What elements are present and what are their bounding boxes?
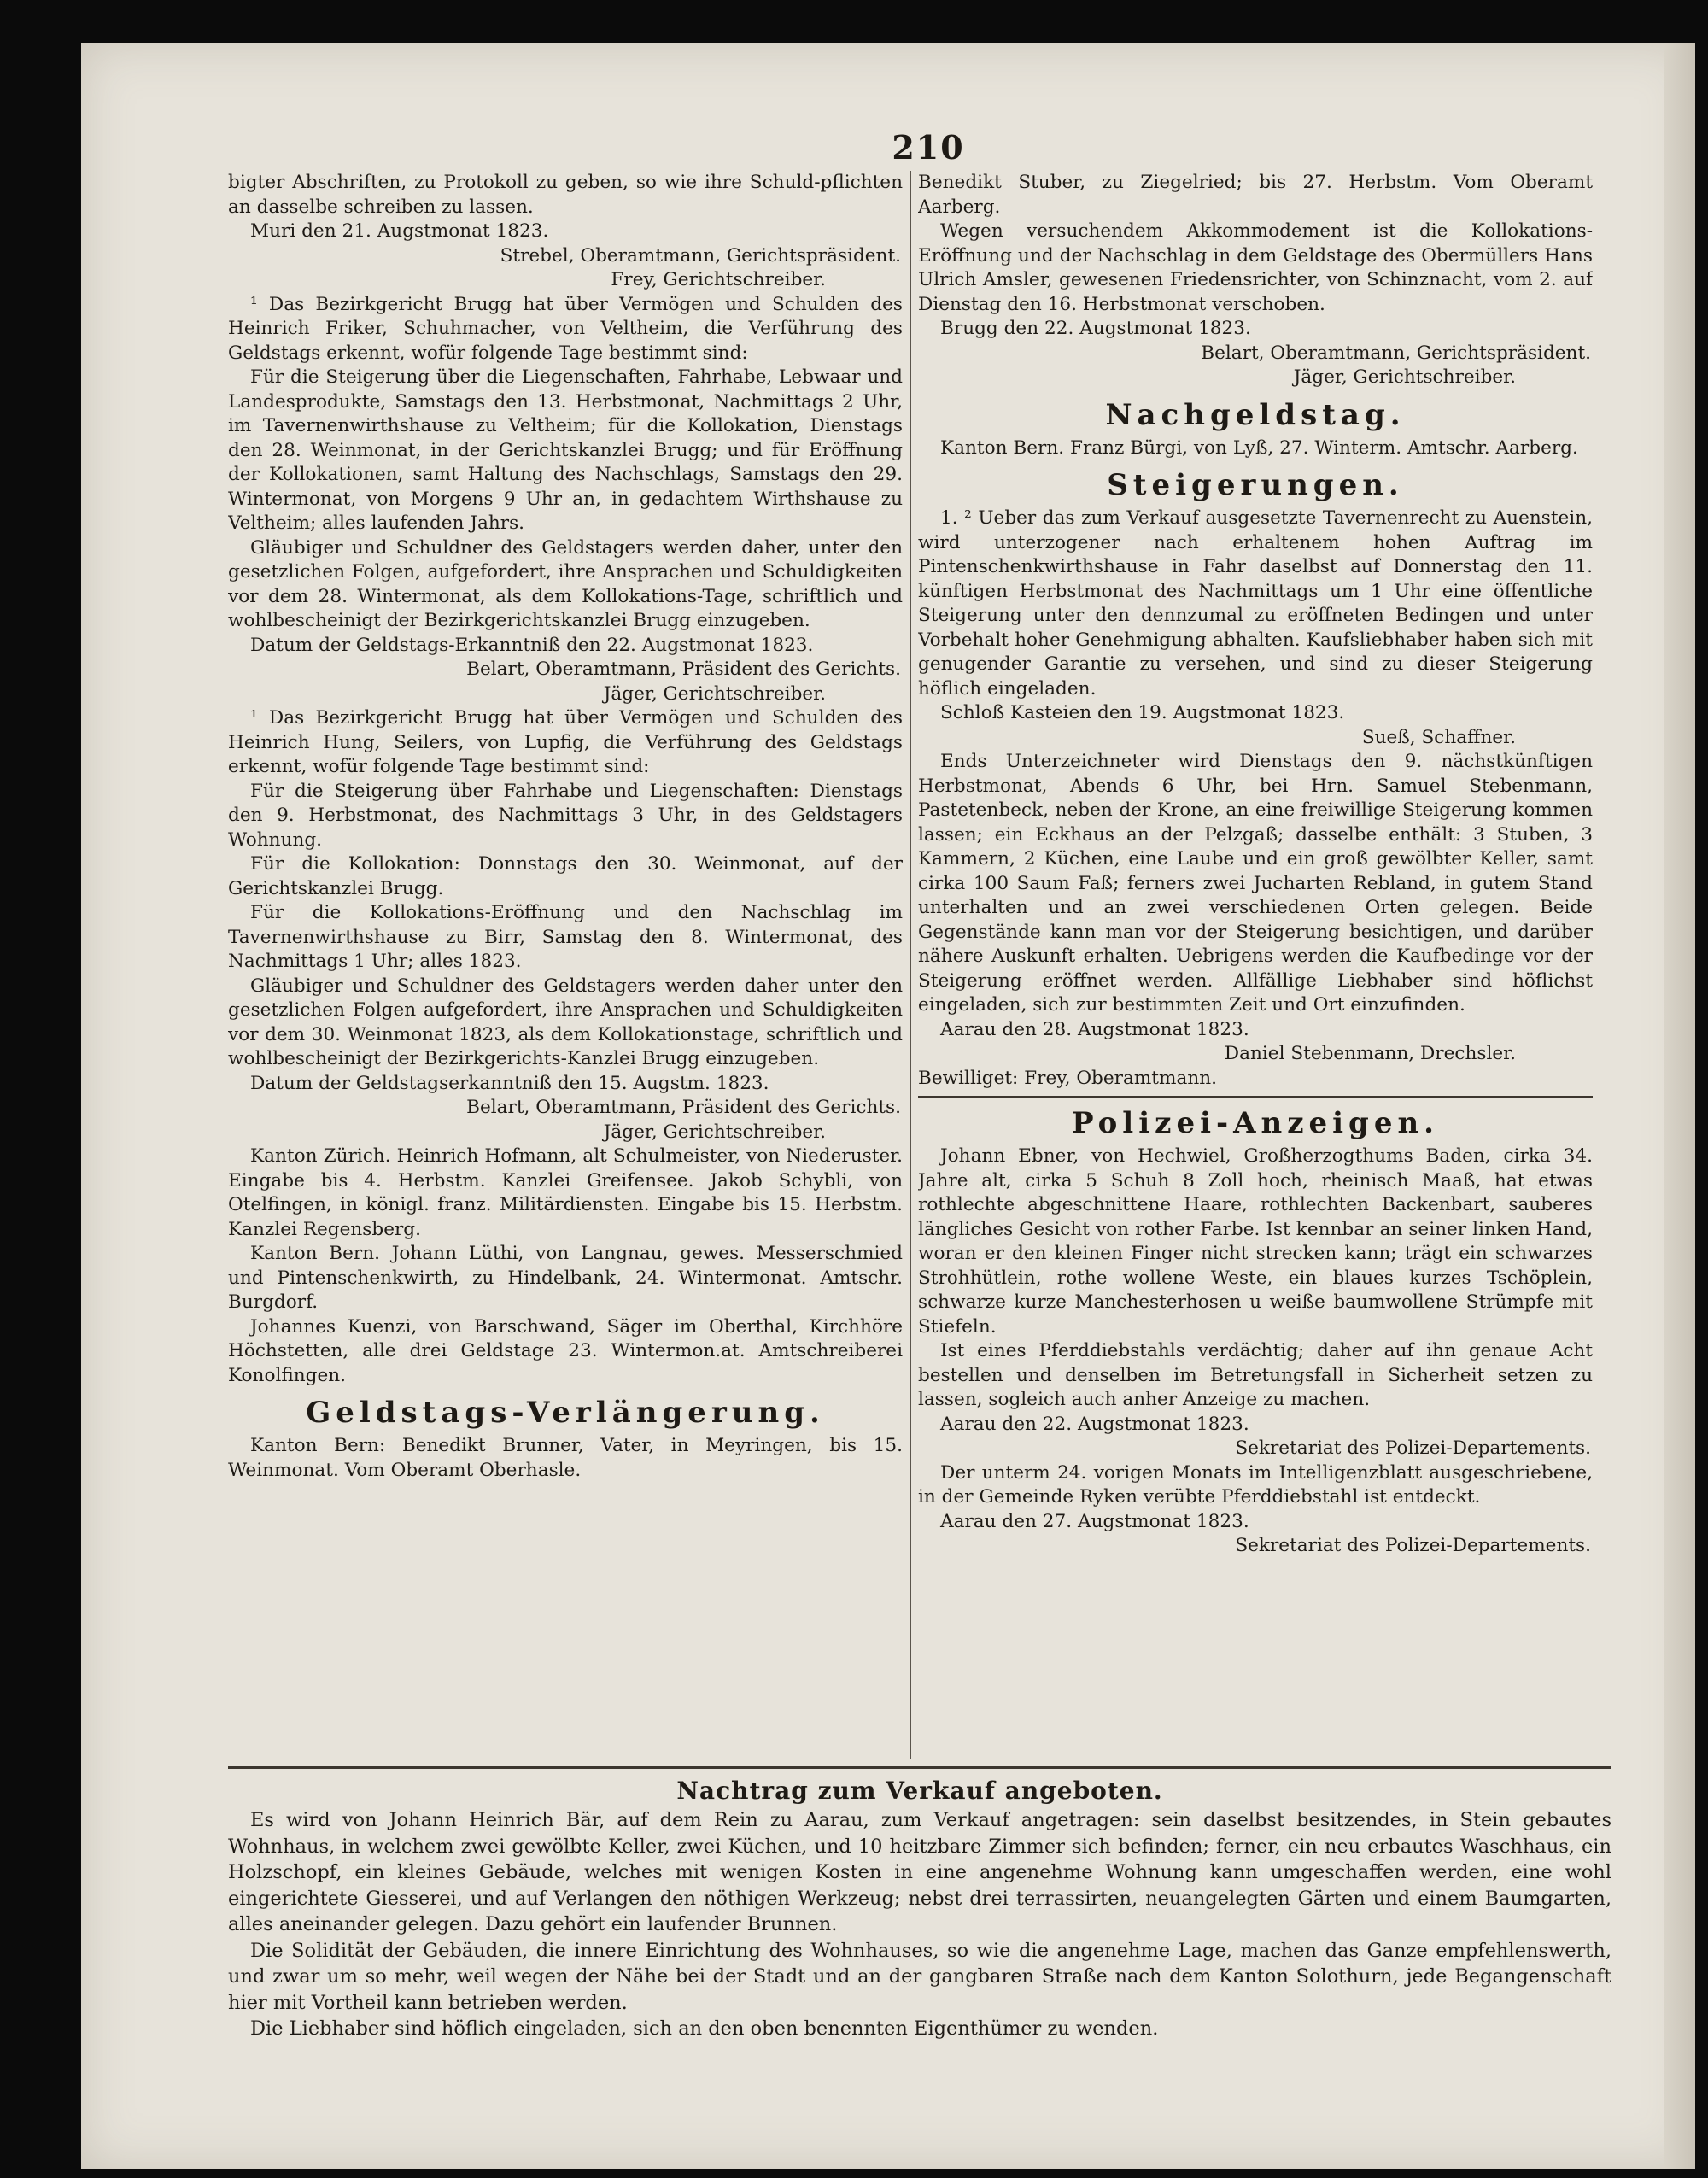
notice-paragraph: Kanton Bern: Benedikt Brunner, Vater, in Meyringen, bis 15. Weinmonat. Vom Oberamt Oberhasle.	[228, 1435, 903, 1481]
signature-line: Jäger, Gerichtschreiber.	[1293, 366, 1516, 388]
signature-line: Frey, Gerichtschreiber.	[611, 269, 826, 290]
notice-text: Bewilliget: Frey, Oberamtmann.	[918, 1067, 1218, 1089]
signature-line: Daniel Stebenmann, Drechsler.	[1224, 1043, 1516, 1064]
signature-line: Sekretariat des Polizei-Departements.	[1235, 1437, 1591, 1459]
section-divider	[228, 1766, 1611, 1769]
left-column	[228, 171, 903, 1751]
notice-paragraph: Kanton Bern. Franz Bürgi, von Lyß, 27. Winterm. Amtschr. Aarberg.	[940, 436, 1578, 459]
notice-paragraph: Kanton Zürich. Heinrich Hofmann, alt Schulmeister, von Niederuster. Eingabe bis 4. Herbstm. Kanzlei Greifensee. Jakob Schybli, von Otelfingen, in königl. franz. Militärdiensten. Eingabe bis 15. Herbstm. Kanzlei Regensberg.	[228, 1145, 903, 1240]
column-divider	[910, 171, 911, 1759]
signature-line: Belart, Oberamtmann, Präsident des Gerichts.	[466, 659, 901, 680]
notice-paragraph: Brugg den 22. Augstmonat 1823.	[940, 318, 1251, 339]
notice-paragraph: ¹ Das Bezirkgericht Brugg hat über Vermögen und Schulden des Heinrich Friker, Schuhmacher, von Veltheim, die Verführung des Geldstags erkennt, wofür folgende Tage bestimmt sind:	[228, 293, 903, 364]
signature-line: Sekretariat des Polizei-Departements.	[1235, 1535, 1591, 1556]
notice-paragraph: Für die Steigerung über Fahrhabe und Liegenschaften: Dienstags den 9. Herbstmonat, des Nachmittags 3 Uhr, in des Geldstagers Wohnung.	[228, 780, 903, 851]
notice-paragraph: Johann Ebner, von Hechwiel, Großherzogthums Baden, cirka 34. Jahre alt, cirka 5 Schuh 8 Zoll hoch, rheinisch Maaß, hat etwas rothlechte abgeschnittene Haare, rothlechten Backenbart, sauberes längliches Gesicht von rother Farbe. Ist kennbar an seiner linken Hand, woran er den kleinen Finger nicht strecken kann; trägt ein schwarzes Strohhütlein, rothe wollene Weste, ein blaues kurzes Tschöplein, schwarze kurze Manchesterhosen u weiße baumwollene Strümpfe mit Stiefeln.	[918, 1145, 1593, 1338]
section-heading: Nachgeldstag.	[1105, 397, 1406, 432]
notice-paragraph: Schloß Kasteien den 19. Augstmonat 1823.	[940, 702, 1345, 723]
signature-line: Strebel, Oberamtmann, Gerichtspräsident.	[500, 244, 901, 266]
page-binding-edge	[1664, 43, 1695, 2169]
notice-paragraph: Gläubiger und Schuldner des Geldstagers werden daher unter den gesetzlichen Folgen aufgefordert, ihre Ansprachen und Schuldigkeiten vor dem 30. Weinmonat 1823, als dem Kollokationstage, schriftlich und wohlbescheinigt der Bezirkgerichts-Kanzlei Brugg einzugeben.	[228, 975, 903, 1069]
section-heading: Steigerungen.	[1107, 468, 1404, 502]
notice-paragraph: Aarau den 27. Augstmonat 1823.	[940, 1510, 1249, 1532]
supplement-paragraph: Es wird von Johann Heinrich Bär, auf dem Rein zu Aarau, zum Verkauf angetragen: sein daselbst besitzendes, in Stein gebautes Wohnhaus, in welchem zwei gewölbte Keller, zwei Küchen, und 10 heitzbare Zimmer sich befinden; ferner, ein neu erbautes Waschhaus, ein Holzschopf, ein kleines Gebäude, welches mit wenigen Kosten in eine angenehme Wohnung kann umgeschaffen werden, eine wohl eingerichtete Giesserei, und auf Verlangen den nöthigen Werkzeug; nebst drei terrassirten, neuangelegten Gärten und einem Baumgarten, alles aneinander gelegen. Dazu gehört ein laufender Brunnen.	[228, 1809, 1611, 1935]
signature-line: Sueß, Schaffner.	[1361, 726, 1516, 748]
notice-paragraph: Der unterm 24. vorigen Monats im Intelligenzblatt ausgeschriebene, in der Gemeinde Ryken verübte Pferddiebstahl ist entdeckt.	[918, 1461, 1593, 1508]
notice-paragraph: Aarau den 22. Augstmonat 1823.	[940, 1413, 1249, 1435]
right-column	[918, 171, 1593, 1751]
notice-paragraph: ¹ Das Bezirkgericht Brugg hat über Vermögen und Schulden des Heinrich Hung, Seilers, von Lupfig, die Verführung des Geldstags erkennt, wofür folgende Tage bestimmt sind:	[228, 707, 903, 777]
signature-line: Belart, Oberamtmann, Präsident des Gerichts.	[466, 1097, 901, 1118]
signature-line: Jäger, Gerichtschreiber.	[603, 682, 826, 705]
notice-paragraph: Für die Steigerung über die Liegenschaften, Fahrhabe, Lebwaar und Landesprodukte, Samstags den 13. Herbstmonat, Nachmittags 2 Uhr, im Tavernenwirthshause zu Veltheim; für die Kollokation, Dienstags den 28. Weinmonat, in der Gerichtskanzlei Brugg; und für Eröffnung der Kollokationen, samt Haltung des Nachschlags, Samstags den 29. Wintermonat, von Morgens 9 Uhr an, in gedachtem Wirthshause zu Veltheim; alles laufenden Jahrs.	[228, 366, 903, 534]
signature-line: Belart, Oberamtmann, Gerichtspräsident.	[1201, 342, 1591, 364]
notice-paragraph: Datum der Geldstags-Erkanntniß den 22. Augstmonat 1823.	[250, 634, 814, 656]
notice-paragraph: Datum der Geldstagserkanntniß den 15. Augstm. 1823.	[250, 1072, 769, 1094]
supplement-section	[228, 1777, 1611, 2042]
notice-paragraph: Ist eines Pferddiebstahls verdächtig; daher auf ihn genaue Acht bestellen und denselben im Betretungsfall in Sicherheit setzen zu lassen, sogleich auch anher Anzeige zu machen.	[918, 1340, 1593, 1410]
notice-text: bigter Abschriften, zu Protokoll zu geben, so wie ihre Schuld-pflichten an dasselbe schreiben zu lassen.	[228, 172, 903, 218]
newspaper-page	[81, 43, 1695, 2169]
page-number: 210	[892, 128, 965, 167]
notice-paragraph: Johannes Kuenzi, von Barschwand, Säger im Oberthal, Kirchhöre Höchstetten, alle drei Geldstage 23. Wintermon.at. Amtschreiberei Konolfingen.	[228, 1315, 903, 1386]
notice-paragraph: Ends Unterzeichneter wird Dienstags den 9. nächstkünftigen Herbstmonat, Abends 6 Uhr, bei Hrn. Samuel Stebenmann, Pastetenbeck, neben der Krone, an eine freiwillige Steigerung kommen lassen; ein Eckhaus an der Pelzgaß; dasselbe enthält: 3 Stuben, 3 Kammern, 2 Küchen, eine Laube und ein groß gewölbter Keller, samt cirka 100 Saum Faß; ferners zwei Jucharten Rebland, in gutem Stand unterhalten und an zwei verschiedenen Orten gelegen. Beide Gegenstände kann man vor der Steigerung besichtigen, und darüber nähere Auskunft erhalten. Uebrigens werden die Kaufbedinge vor der Steigerung eröffnet werden. Allfällige Liebhaber sind höflichst eingeladen, sich zur bestimmten Zeit und Ort einzufinden.	[918, 751, 1593, 1016]
section-heading: Polizei-Anzeigen.	[918, 1096, 1593, 1143]
notice-paragraph: Muri den 21. Augstmonat 1823.	[250, 220, 549, 242]
notice-text: Benedikt Stuber, zu Ziegelried; bis 27. Herbstm. Vom Oberamt Aarberg.	[918, 172, 1593, 218]
notice-paragraph: Gläubiger und Schuldner des Geldstagers werden daher, unter den gesetzlichen Folgen, aufgefordert, ihre Ansprachen und Schuldigkeiten vor dem 28. Wintermonat, als dem Kollokations-Tage, schriftlich und wohlbescheinigt der Bezirkgerichtskanzlei Brugg einzugeben.	[228, 536, 903, 631]
notice-paragraph: Für die Kollokation: Donnstags den 30. Weinmonat, auf der Gerichtskanzlei Brugg.	[228, 853, 903, 899]
supplement-paragraph: Die Solidität der Gebäuden, die innere Einrichtung des Wohnhauses, so wie die angenehme Lage, machen das Ganze empfehlenswerth, und zwar um so mehr, weil wegen der Nähe bei der Stadt und an der gangbaren Straße nach dem Kanton Solothurn, jede Begangenschaft hier mit Vortheil kann betrieben werden.	[228, 1939, 1611, 2014]
notice-paragraph: Wegen versuchendem Akkommodement ist die Kollokations-Eröffnung und der Nachschlag in dem Geldstage des Obermüllers Hans Ulrich Amsler, gewesenen Friedensrichter, von Schinznacht, vom 2. auf Dienstag den 16. Herbstmonat verschoben.	[918, 220, 1593, 315]
notice-paragraph: Kanton Bern. Johann Lüthi, von Langnau, gewes. Messerschmied und Pintenschenkwirth, zu Hindelbank, 24. Wintermonat. Amtschr. Burgdorf.	[228, 1243, 903, 1313]
notice-paragraph: 1. ² Ueber das zum Verkauf ausgesetzte Tavernenrecht zu Auenstein, wird unterzogener nach erhaltenem hohen Auftrag im Pintenschenkwirthshause in Fahr daselbst auf Donnerstag den 11. künftigen Herbstmonat des Nachmittags um 1 Uhr eine öffentliche Steigerung unter den dennzumal zu eröffneten Bedingen und unter Vorbehalt hoher Genehmigung abhalten. Kaufsliebhaber haben sich mit genugender Garantie zu versehen, und sind zu dieser Steigerung höflich eingeladen.	[918, 507, 1593, 700]
supplement-paragraph: Die Liebhaber sind höflich eingeladen, sich an den oben benennten Eigenthümer zu wenden.	[250, 2017, 1159, 2040]
notice-paragraph: Aarau den 28. Augstmonat 1823.	[940, 1018, 1249, 1040]
notice-paragraph: Für die Kollokations-Eröffnung und den Nachschlag im Tavernenwirthshause zu Birr, Samstag den 8. Wintermonat, des Nachmittags 1 Uhr; alles 1823.	[228, 902, 903, 972]
signature-line: Jäger, Gerichtschreiber.	[603, 1121, 826, 1143]
section-heading: Geldstags-Verlängerung.	[306, 1396, 825, 1430]
supplement-title: Nachtrag zum Verkauf angeboten.	[676, 1777, 1163, 1805]
